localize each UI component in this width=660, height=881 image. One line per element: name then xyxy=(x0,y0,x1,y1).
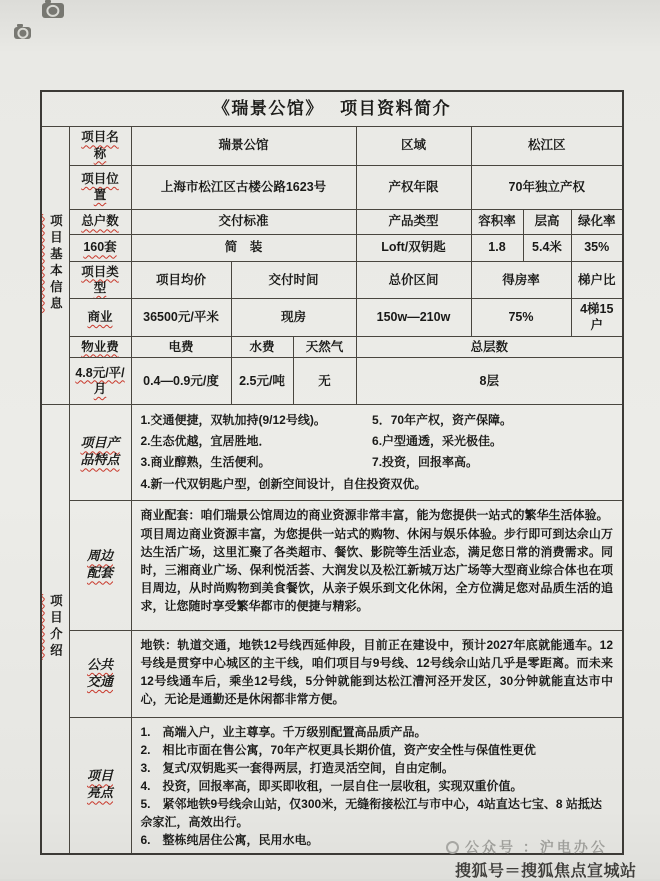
value-product-type: Loft/双钥匙 xyxy=(356,234,471,261)
label-project-type: 项目类型 xyxy=(69,261,131,299)
highlight-item: 4. 投资，回报率高，即买即收租，一层自住一层收租，实现双重价值。 xyxy=(140,778,523,793)
value-delivery-time: 现房 xyxy=(231,299,356,337)
value-usable-ratio: 75% xyxy=(471,299,571,337)
value-floor-height: 5.4米 xyxy=(523,234,571,261)
section-label-project-intro xyxy=(41,404,69,854)
label-usable-ratio: 得房率 xyxy=(471,261,571,299)
surroundings-paragraph: 项目周边商业资源丰富，为您提供一站式的购物、休闲与娱乐体验。步行即可到达佘山万达生活广场，这里汇聚了各类超市、餐饮、影院等生活业态，满足您日常的消费需求。同时，三湘商业广场、保利悦活荟、大润发以及松江新城万达广场等大型商业综合体也在项目周边，从时尚购物到美食餐饮，从亲子娱乐到文化休闲，全方位满足您对品质生活的追求，让您随时享受繁华都市的便捷与精彩。 xyxy=(140,526,613,613)
value-project-type: 商业 xyxy=(69,299,131,337)
watermark-wechat-text: 公众号 ：沪电办公 xyxy=(465,839,608,855)
label-region: 区域 xyxy=(356,126,471,165)
label-project-highlights: 项目亮点 xyxy=(69,717,131,854)
value-ownership-years: 70年独立产权 xyxy=(471,165,623,209)
label-green-ratio: 绿化率 xyxy=(571,209,623,234)
feature-item: 4.新一代双钥匙户型，创新空间设计，自住投资双优。 xyxy=(140,476,427,491)
feature-line xyxy=(141,410,614,431)
feature-item: 7.投资，回报率高。 xyxy=(372,455,479,470)
feature-item: 6.户型通透，采光极佳。 xyxy=(372,434,503,449)
label-public-transport: 公共交通 xyxy=(69,630,131,717)
value-project-location: 上海市松江区古楼公路1623号 xyxy=(131,165,356,209)
highlight-item: 5. 紧邻地铁9号线佘山站，仅300米，无缝衔接松江与市中心，4站直达七宝、8 站抵达佘家汇，高效出行。 xyxy=(140,796,602,829)
transport-paragraph: 地铁：轨道交通，地铁12号线西延伸段，目前正在建设中，预计2027年底就能通车。12号线是贯穿中心城区的主干线，咱们项目与9号线、12号线佘山站几乎是零距离。而未来12号线通车后，乘坐12号线，5分钟就能到达松江漕河泾开发区，30分钟就能直达市中心，无论是通勤还是休闲都非常方便。 xyxy=(140,637,613,706)
label-product-type: 产品类型 xyxy=(356,209,471,234)
label-total-units: 总户数 xyxy=(69,209,131,234)
feature-line xyxy=(141,452,614,473)
label-ownership-years: 产权年限 xyxy=(356,165,471,209)
value-total-floors: 8层 xyxy=(356,357,623,404)
value-price-range: 150w—210w xyxy=(356,299,471,337)
value-green-ratio: 35% xyxy=(571,234,623,261)
value-water-fee: 2.5元/吨 xyxy=(231,357,293,404)
label-delivery-time: 交付时间 xyxy=(231,261,356,299)
label-plot-ratio: 容积率 xyxy=(471,209,523,234)
value-elevator-ratio: 4梯15户 xyxy=(571,299,623,337)
watermark-wechat-account xyxy=(446,837,608,857)
document-sheet xyxy=(40,90,624,855)
label-electricity-fee: 电费 xyxy=(131,336,231,357)
watermark-logo-icon xyxy=(446,841,459,854)
label-elevator-ratio: 梯户比 xyxy=(571,261,623,299)
label-water-fee: 水费 xyxy=(231,336,293,357)
label-delivery-standard: 交付标准 xyxy=(131,209,356,234)
highlight-item: 3. 复式/双钥匙买一套得两层，打造灵活空间，自由定制。 xyxy=(140,760,454,775)
value-region: 松江区 xyxy=(471,126,623,165)
feature-item: 5．70年产权，资产保障。 xyxy=(372,412,513,427)
value-delivery-standard: 简 装 xyxy=(131,234,356,261)
feature-item: 1.交通便捷，双轨加持(9/12号线)。 xyxy=(140,412,326,427)
label-gas: 天然气 xyxy=(293,336,356,357)
value-gas: 无 xyxy=(293,357,356,404)
document-title: 《瑞景公馆》 项目资料简介 xyxy=(41,91,623,126)
label-total-floors: 总层数 xyxy=(356,336,623,357)
label-project-location: 项目位置 xyxy=(69,165,131,209)
content-project-highlights xyxy=(131,717,623,854)
value-total-units: 160套 xyxy=(69,234,131,261)
section-label-basic-info xyxy=(41,126,69,404)
highlight-item: 2. 相比市面在售公寓，70年产权更具长期价值，资产安全性与保值性更优 xyxy=(140,742,536,757)
content-product-features xyxy=(131,404,623,500)
highlight-item: 1. 高端入户，业主尊享。千万级别配置高品质产品。 xyxy=(140,724,427,739)
label-floor-height: 层高 xyxy=(523,209,571,234)
value-average-price: 36500元/平米 xyxy=(131,299,231,337)
value-plot-ratio: 1.8 xyxy=(471,234,523,261)
highlight-item: 6. 整栋纯居住公寓，民用水电。 xyxy=(140,832,319,847)
watermark-sohu-text: 搜狐号＝搜狐焦点宣城站 xyxy=(455,863,637,880)
camera-icon xyxy=(14,27,31,39)
label-surroundings: 周边配套 xyxy=(69,500,131,630)
value-electricity-fee: 0.4—0.9元/度 xyxy=(131,357,231,404)
content-surroundings xyxy=(131,500,623,630)
label-project-name: 项目名称 xyxy=(69,126,131,165)
project-info-table xyxy=(40,90,624,855)
content-public-transport xyxy=(131,630,623,717)
feature-item: 3.商业醇熟，生活便利。 xyxy=(140,455,271,470)
feature-line xyxy=(141,431,614,452)
value-project-name: 瑞景公馆 xyxy=(131,126,356,165)
feature-item: 2.生态优越，宜居胜地． xyxy=(140,434,271,449)
label-price-range: 总价区间 xyxy=(356,261,471,299)
label-product-features: 项目产品特点 xyxy=(69,404,131,500)
camera-icon xyxy=(42,3,64,18)
feature-line xyxy=(141,474,614,495)
label-property-fee: 物业费 xyxy=(69,336,131,357)
project-intro-side-label: 项目介绍 xyxy=(48,593,63,660)
value-property-fee: 4.8元/平/月 xyxy=(69,357,131,404)
surroundings-paragraph: 商业配套：咱们瑞景公馆周边的商业资源非常丰富，能为您提供一站式的繁华生活体验。 xyxy=(140,507,609,522)
label-average-price: 项目均价 xyxy=(131,261,231,299)
basic-info-side-label: 项目基本信息 xyxy=(48,213,63,313)
